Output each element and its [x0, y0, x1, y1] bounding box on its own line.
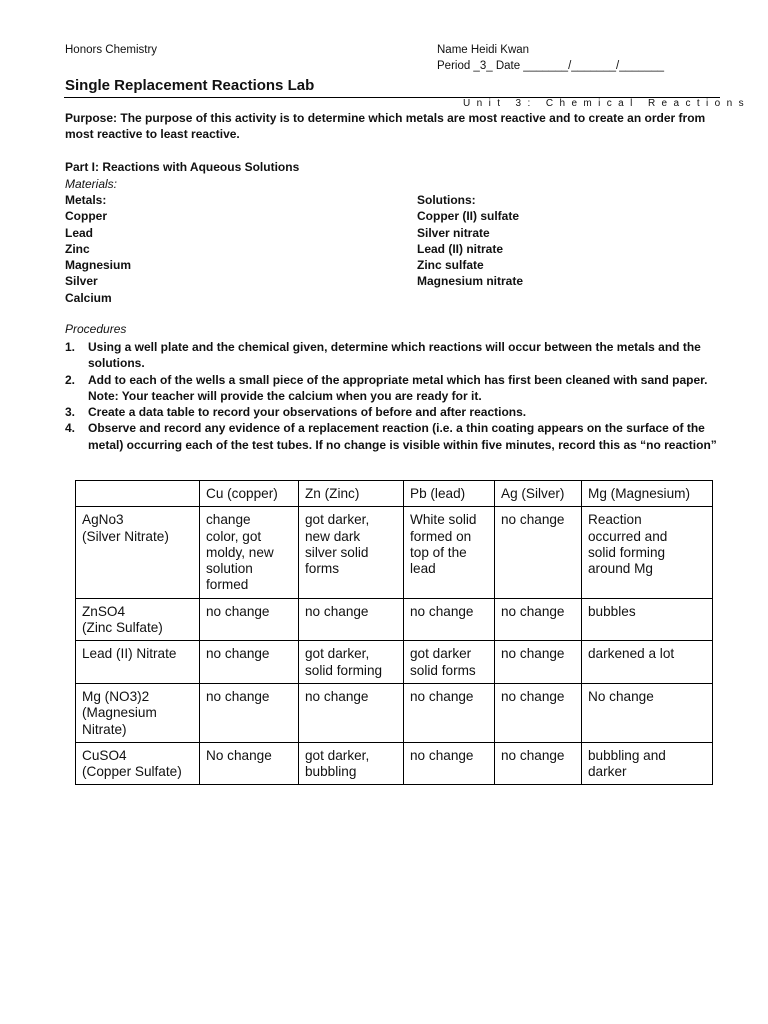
- metal-item: Zinc: [65, 241, 90, 256]
- table-cell: no change: [404, 683, 495, 742]
- table-cell: change color, got moldy, new solution formed: [200, 507, 299, 598]
- metal-item: Magnesium: [65, 258, 132, 273]
- solutions-list: [417, 192, 523, 290]
- purpose-label: Purpose:: [65, 111, 118, 125]
- table-cell: got darker solid forms: [404, 641, 495, 684]
- procedure-step: [65, 339, 725, 372]
- solution-item: Copper (II) sulfate: [417, 209, 520, 224]
- course-label: Honors Chemistry: [65, 44, 158, 56]
- purpose-text-1: The purpose of this activity is to determine which metals are most reactive and to create an order from: [120, 111, 706, 125]
- solution-item: Magnesium nitrate: [417, 274, 524, 289]
- table-cell: bubbling and darker: [582, 742, 713, 785]
- table-cell: no change: [299, 683, 404, 742]
- step-line: metal) occurring each of the test tubes. If no change is visible within five minutes, record this as “no reaction”: [88, 437, 717, 452]
- solution-item: Silver nitrate: [417, 225, 490, 240]
- solution-item: Solutions:: [417, 193, 476, 207]
- table-row: [76, 507, 713, 598]
- procedures-list: [65, 339, 725, 453]
- table-cell: no change: [299, 598, 404, 641]
- column-header: Cu (copper): [200, 481, 299, 507]
- table-cell: got darker, solid forming: [299, 641, 404, 684]
- metal-item: Copper: [65, 209, 107, 224]
- row-header-cell: ZnSO4 (Zinc Sulfate): [76, 598, 200, 641]
- column-header: Zn (Zinc): [299, 481, 404, 507]
- solution-item: Lead (II) nitrate: [417, 241, 504, 256]
- table-cell: No change: [582, 683, 713, 742]
- column-header: Ag (Silver): [495, 481, 582, 507]
- step-line: Note: Your teacher will provide the calcium when you are ready for it.: [88, 388, 482, 403]
- table-cell: Reaction occurred and solid forming around Mg: [582, 507, 713, 598]
- table-row: [76, 598, 713, 641]
- step-line: Add to each of the wells a small piece of the appropriate metal which has first been cleaned with sand paper.: [88, 372, 708, 387]
- step-number: 1.: [65, 340, 76, 354]
- purpose-line-1: [65, 110, 705, 126]
- table-cell: darkened a lot: [582, 641, 713, 684]
- table-cell: no change: [495, 683, 582, 742]
- step-number: 4.: [65, 421, 76, 436]
- table-cell: no change: [200, 683, 299, 742]
- student-name: Name Heidi Kwan: [437, 44, 530, 56]
- procedure-step: [65, 404, 725, 420]
- procedure-step: [65, 372, 725, 405]
- row-header-cell: Mg (NO3)2 (Magnesium Nitrate): [76, 683, 200, 742]
- row-header-cell: CuSO4 (Copper Sulfate): [76, 742, 200, 785]
- metal-item: Metals:: [65, 193, 107, 207]
- step-number: 2.: [65, 372, 76, 387]
- metal-item: Calcium: [65, 290, 112, 305]
- table-cell: No change: [200, 742, 299, 785]
- table-cell: got darker, new dark silver solid forms: [299, 507, 404, 598]
- table-cell: no change: [495, 742, 582, 785]
- step-line: solutions.: [88, 356, 145, 371]
- materials-label: Materials:: [65, 177, 118, 191]
- table-cell: got darker, bubbling: [299, 742, 404, 785]
- part1-heading: Part I: Reactions with Aqueous Solutions: [65, 160, 300, 174]
- row-header-cell: Lead (II) Nitrate: [76, 641, 200, 684]
- table-cell: no change: [495, 598, 582, 641]
- procedure-step: [65, 420, 725, 453]
- table-header-row: [76, 481, 713, 507]
- column-header: [76, 481, 200, 507]
- unit-label: Unit 3: Chemical Reactions: [463, 98, 751, 109]
- table-cell: no change: [200, 641, 299, 684]
- metal-item: Lead: [65, 225, 94, 240]
- purpose-text-2: most reactive to least reactive.: [65, 127, 240, 141]
- table-cell: no change: [404, 742, 495, 785]
- table-cell: no change: [200, 598, 299, 641]
- step-line: Observe and record any evidence of a replacement reaction (i.e. a thin coating appears on the surface of the: [88, 421, 705, 436]
- observations-table: [75, 480, 713, 785]
- table-cell: White solid formed on top of the lead: [404, 507, 495, 598]
- row-header-cell: AgNo3 (Silver Nitrate): [76, 507, 200, 598]
- procedures-label: Procedures: [65, 322, 127, 336]
- metals-list: [65, 192, 131, 306]
- metal-item: Silver: [65, 274, 98, 289]
- page-title: Single Replacement Reactions Lab: [65, 77, 315, 94]
- solution-item: Zinc sulfate: [417, 258, 484, 273]
- table-cell: no change: [404, 598, 495, 641]
- table-row: [76, 742, 713, 785]
- step-line: Using a well plate and the chemical given, determine which reactions will occur between the metals and the: [88, 340, 701, 354]
- table-cell: no change: [495, 507, 582, 598]
- column-header: Mg (Magnesium): [582, 481, 713, 507]
- step-line: Create a data table to record your observations of before and after reactions.: [88, 405, 527, 420]
- step-number: 3.: [65, 405, 76, 420]
- period-date-line: Period _3_ Date _______/_______/_______: [437, 60, 665, 72]
- table-cell: bubbles: [582, 598, 713, 641]
- column-header: Pb (lead): [404, 481, 495, 507]
- table-row: [76, 683, 713, 742]
- table-cell: no change: [495, 641, 582, 684]
- table-row: [76, 641, 713, 684]
